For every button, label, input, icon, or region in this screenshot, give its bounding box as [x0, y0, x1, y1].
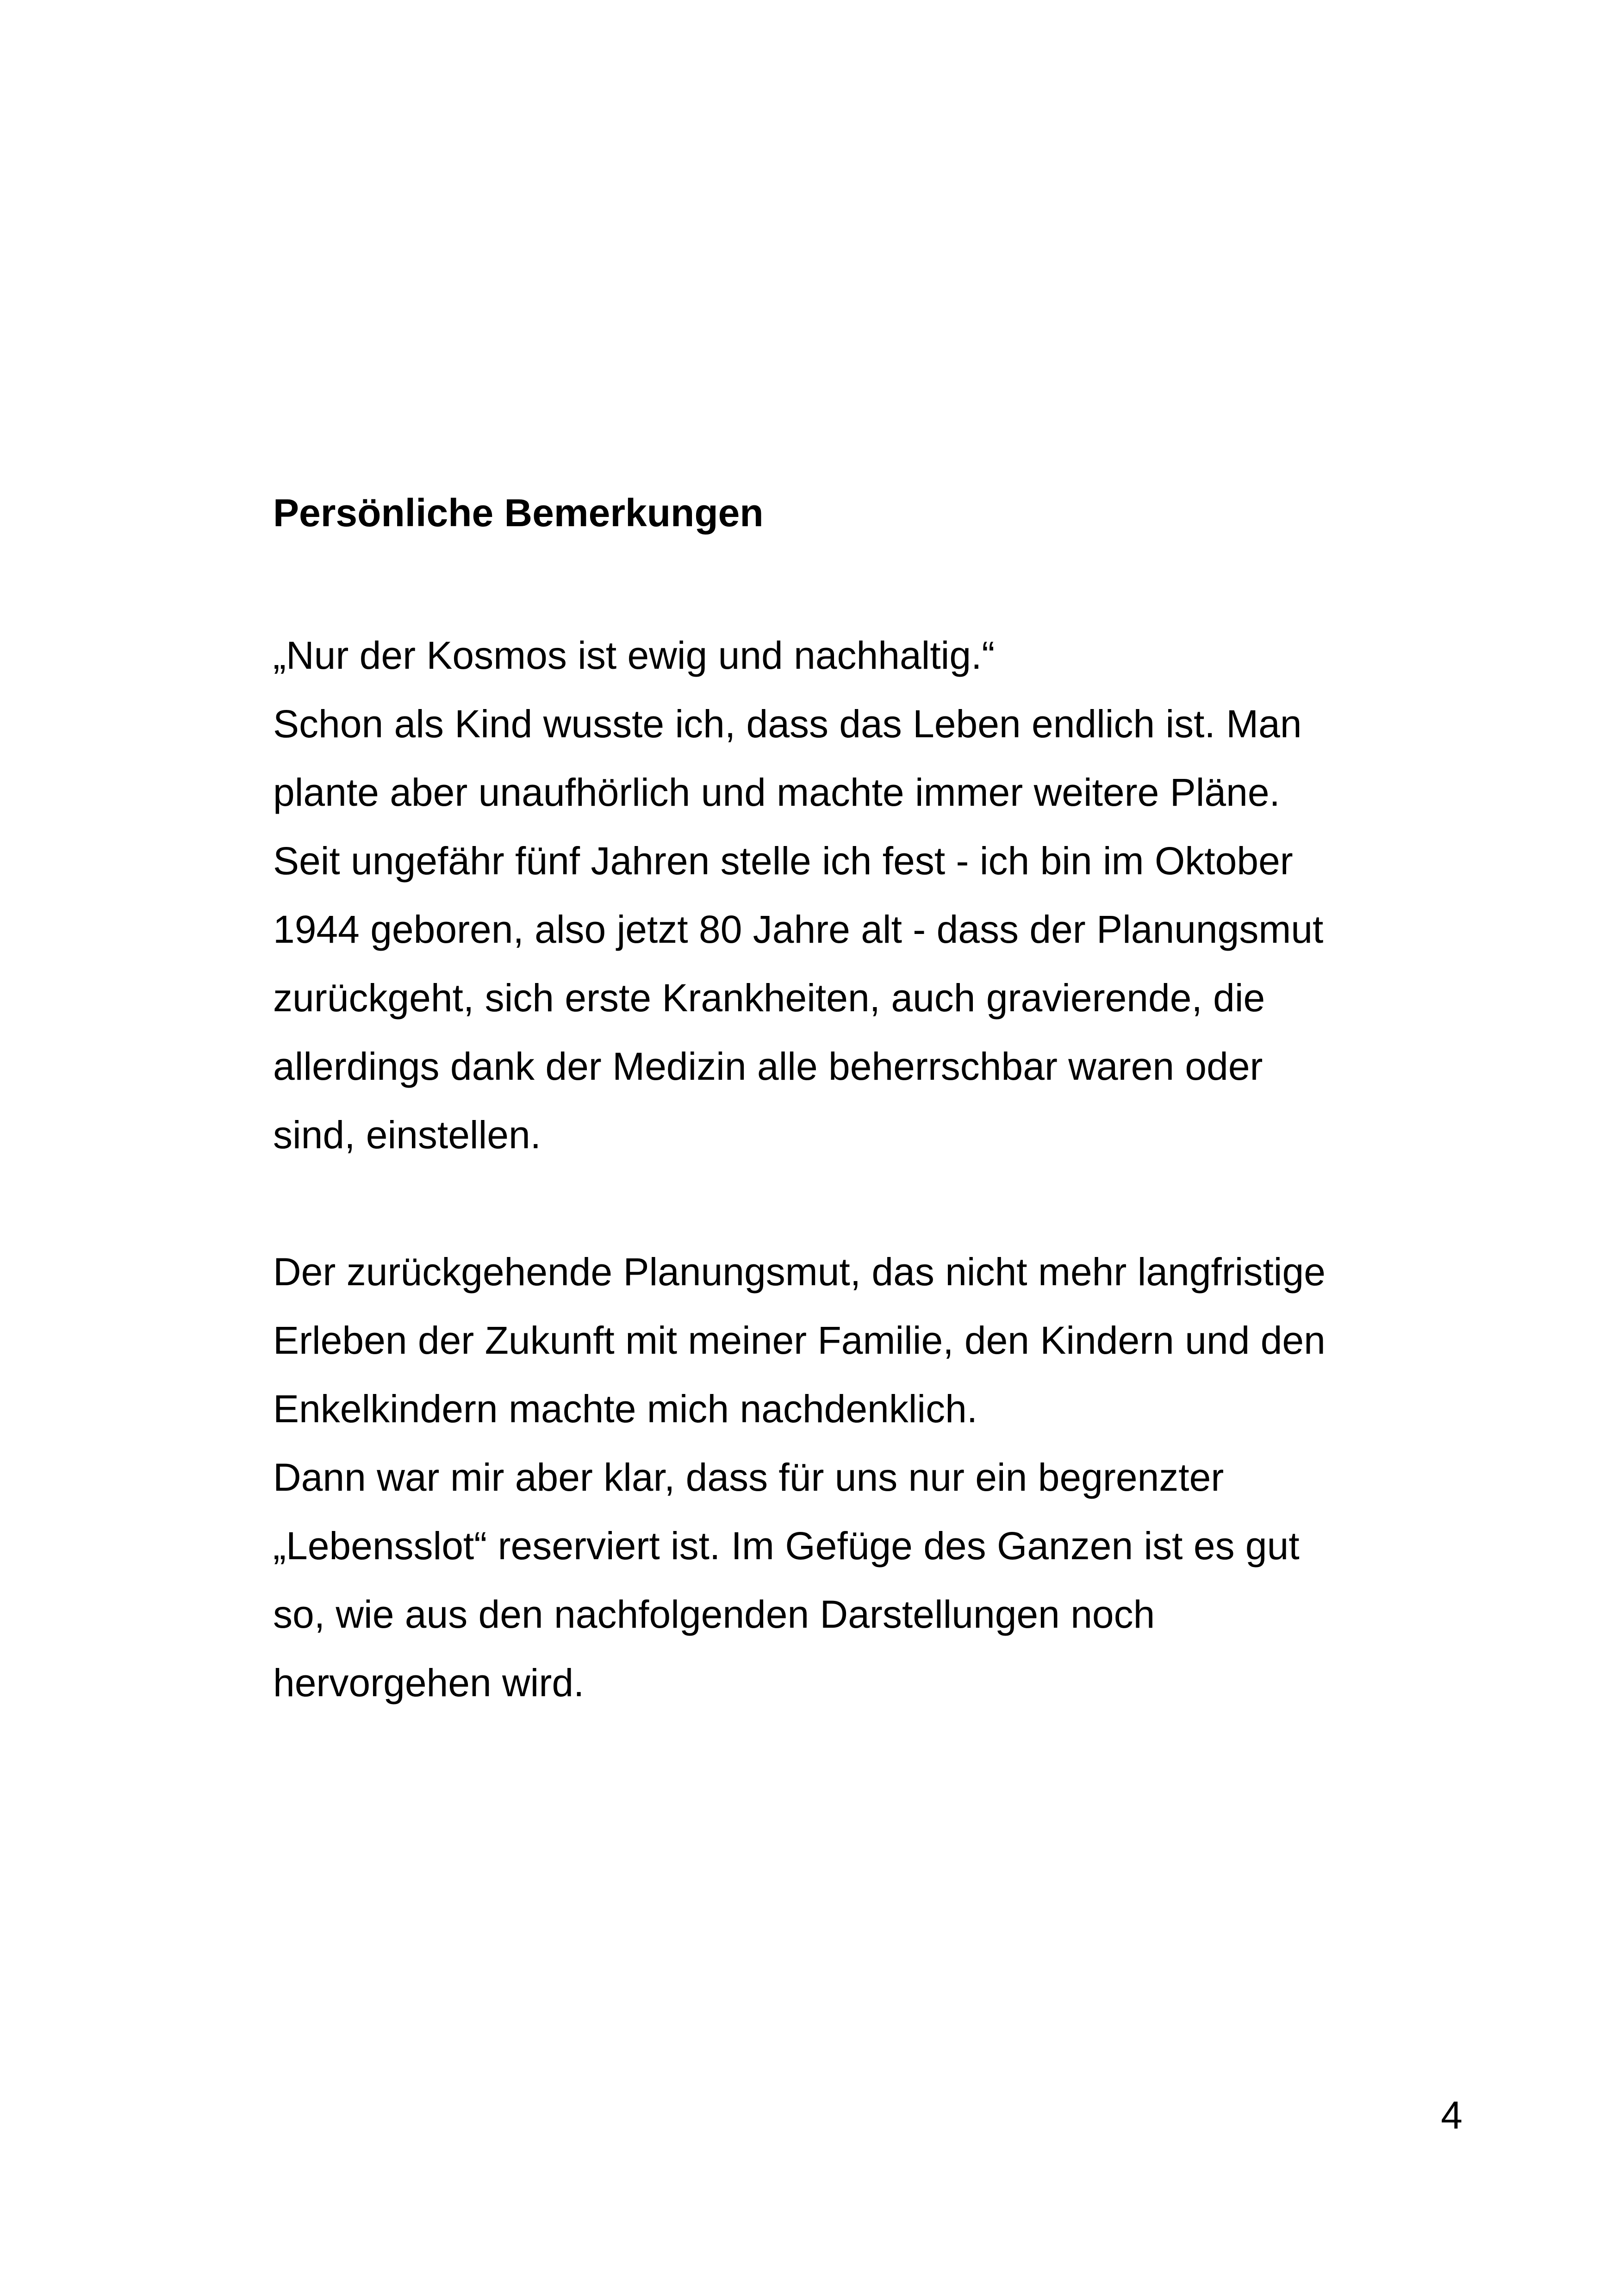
paragraph-2 — [273, 1238, 1467, 1717]
text-line: so, wie aus den nachfolgenden Darstellungen noch — [273, 1593, 1155, 1636]
text-line: Schon als Kind wusste ich, dass das Leben endlich ist. Man — [273, 702, 1302, 746]
text-line: „Lebensslot“ reserviert ist. Im Gefüge des Ganzen ist es gut — [273, 1524, 1300, 1568]
text-line: „Nur der Kosmos ist ewig und nachhaltig.“ — [273, 634, 995, 677]
paragraph-1 — [273, 621, 1467, 1169]
paragraph-spacer — [273, 1169, 1467, 1238]
text-line: Der zurückgehende Planungsmut, das nicht mehr langfristige — [273, 1250, 1326, 1294]
text-line: zurückgeht, sich erste Krankheiten, auch gravierende, die — [273, 976, 1265, 1020]
section-heading: Persönliche Bemerkungen — [273, 491, 764, 535]
page-content — [273, 490, 1467, 1717]
heading-spacer — [273, 536, 1467, 621]
text-line: hervorgehen wird. — [273, 1661, 585, 1705]
text-line: allerdings dank der Medizin alle beherrschbar waren oder — [273, 1045, 1263, 1088]
text-line: sind, einstellen. — [273, 1113, 541, 1157]
text-line: plante aber unaufhörlich und machte immer weitere Pläne. — [273, 771, 1280, 814]
text-line: Seit ungefähr fünf Jahren stelle ich fest - ich bin im Oktober — [273, 839, 1293, 883]
text-line: 1944 geboren, also jetzt 80 Jahre alt - dass der Planungsmut — [273, 908, 1324, 951]
text-line: Dann war mir aber klar, dass für uns nur ein begrenzter — [273, 1456, 1224, 1499]
page-number: 4 — [1441, 2093, 1462, 2137]
text-line: Enkelkindern machte mich nachdenklich. — [273, 1387, 978, 1431]
text-line: Erleben der Zukunft mit meiner Familie, den Kindern und den — [273, 1319, 1326, 1362]
